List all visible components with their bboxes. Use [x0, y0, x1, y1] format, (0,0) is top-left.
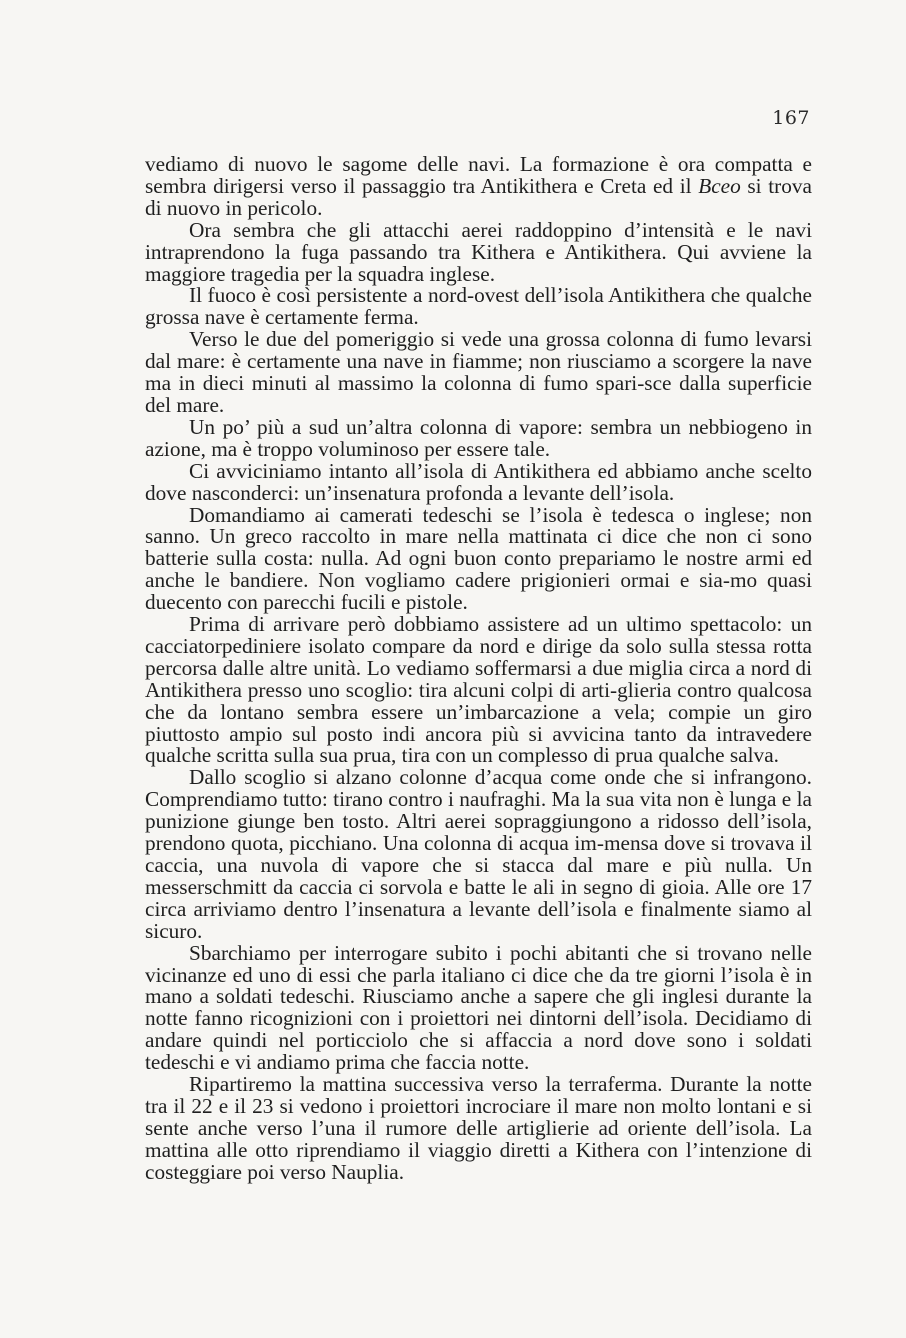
- paragraph-text: Dallo scoglio si alzano colonne d’acqua come onde che si infrangono. Comprendiamo tutto: tirano contro i naufraghi. Ma la sua vita non è lunga e la punizione giunge ben tosto. Altri aerei sopraggiungono a ridosso dell’isola, prendono quota, picchiano. Una colonna di acqua im-mensa dove si trovava il caccia, una nuvola di vapore che si stacca dal mare e più nulla. Un messerschmitt da caccia ci sorvola e batte le ali in segno di gioia. Alle ore 17 circa arriviamo dentro l’insenatura a levante dell’isola e finalmente siamo al sicuro.: [145, 765, 812, 943]
- body-text: [145, 154, 812, 1184]
- paragraph: [145, 414, 812, 461]
- paragraph-text: Verso le due del pomeriggio si vede una grossa colonna di fumo levarsi dal mare: è certamente una nave in fiamme; non riusciamo a scorgere la nave ma in dieci minuti al massimo la colonna di fumo spari-sce dalla superficie del mare.: [145, 327, 812, 417]
- paragraph-text: si trova di nuovo in pericolo.: [145, 173, 812, 220]
- paragraph-text: vediamo di nuovo le sagome delle navi. La formazione è ora compatta e sembra dirigersi verso il passaggio tra Antikithera e Creta ed il: [145, 152, 812, 198]
- paragraph: [145, 1074, 812, 1184]
- paragraph: [145, 940, 812, 1075]
- italic-text: Bceo: [698, 173, 741, 198]
- paragraph-text: Un po’ più a sud un’altra colonna di vapore: sembra un nebbiogeno in azione, ma è troppo voluminoso per essere tale.: [145, 414, 812, 461]
- paragraph: [145, 154, 812, 220]
- paragraph-text: Sbarchiamo per interrogare subito i pochi abitanti che si trovano nelle vicinanze ed uno di essi che parla italiano ci dice che da tre giorni l’isola è in mano a soldati tedeschi. Riusciamo anche a sapere che gli inglesi durante la notte fanno ricognizioni con i proiettori nei dintorni dell’isola. Decidiamo di andare quindi nel porticciolo che si affaccia a nord dove sono i soldati tedeschi e vi andiamo prima che faccia notte.: [145, 940, 812, 1075]
- paragraph: [145, 502, 812, 615]
- paragraph-text: Ci avviciniamo intanto all’isola di Antikithera ed abbiamo anche scelto dove nasconderci: un’insenatura profonda a levante dell’isola.: [145, 458, 812, 505]
- paragraph-text: Ripartiremo la mattina successiva verso la terraferma. Durante la notte tra il 22 e il 23 si vedono i proiettori incrociare il mare non molto lontani e si sente anche verso l’una il rumore delle artiglierie ad oriente dell’isola. La mattina alle otto riprendiamo il viaggio diretti a Kithera con l’intenzione di costeggiare poi verso Nauplia.: [145, 1072, 812, 1184]
- paragraph: [145, 285, 812, 329]
- paragraph: [145, 767, 812, 942]
- paragraph-text: Prima di arrivare però dobbiamo assistere ad un ultimo spettacolo: un cacciatorpediniere isolato compare da nord e dirige da solo sulla stessa rotta percorsa dalle altre unità. Lo vediamo soffermarsi a due miglia circa a nord di Antikithera presso uno scoglio: tira alcuni colpi di arti-glieria contro qualcosa che da lontano sembra essere un’imbarcazione a vela; compie un giro piuttosto ampio sul posto indi ancora più si avvicina tanto da intravedere qualche scritta sulla sua prua, tira con un complesso di prua qualche salva.: [145, 612, 812, 768]
- paragraph: [145, 329, 812, 417]
- paragraph: [145, 217, 812, 286]
- paragraph-text: Ora sembra che gli attacchi aerei raddoppino d’intensità e le navi intraprendono la fuga passando tra Kithera e Antikithera. Qui avviene la maggiore tragedia per la squadra inglese.: [145, 217, 812, 286]
- paragraph: [145, 614, 812, 767]
- paragraph: [145, 458, 812, 505]
- page-number: 167: [772, 107, 810, 129]
- paragraph-text: Il fuoco è così persistente a nord-ovest dell’isola Antikithera che qualche grossa nave è certamente ferma.: [145, 283, 812, 330]
- paragraph-text: Domandiamo ai camerati tedeschi se l’isola è tedesca o inglese; non sanno. Un greco raccolto in mare nella mattinata ci dice che non ci sono batterie sulla costa: nulla. Ad ogni buon conto prepariamo le nostre armi ed anche le bandiere. Non vogliamo cadere prigionieri ormai e sia-mo quasi duecento con parecchi fucili e pistole.: [145, 502, 812, 615]
